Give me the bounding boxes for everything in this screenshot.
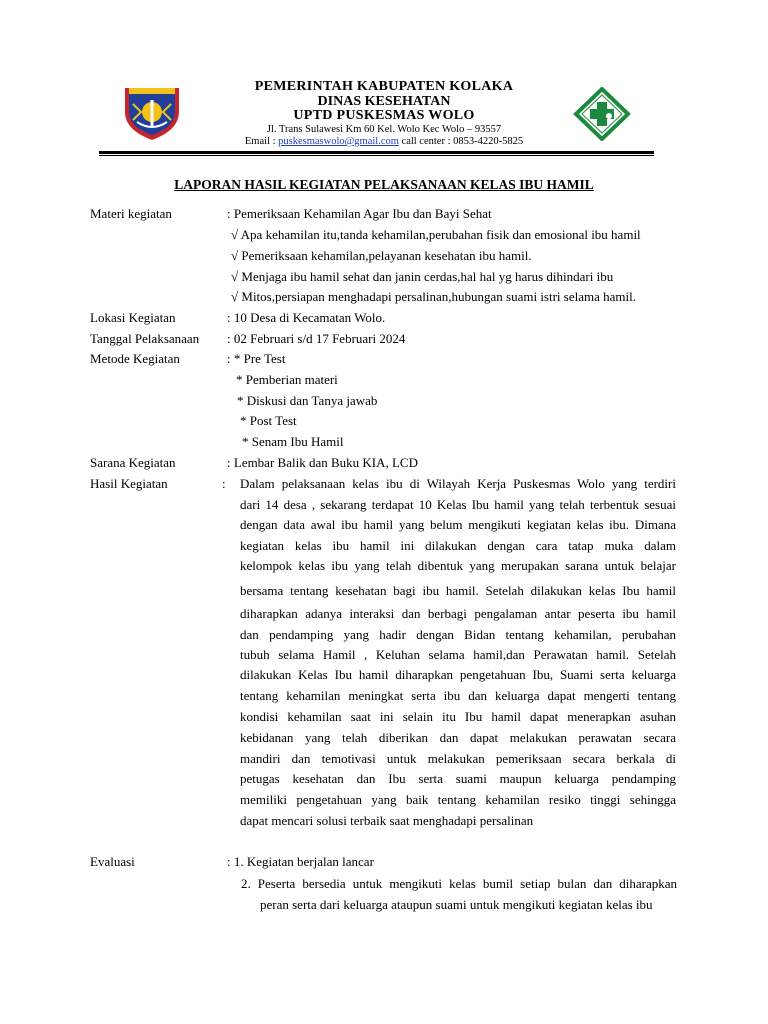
hasil-line: dengan data awal ibu hamil yang belum mengikuti kegiatan kelas ibu. Dimana bbox=[240, 517, 676, 532]
hasil-line: tubuh selama Hamil , Keluhan selama hamil,dan Perawatan hamil. Setelah bbox=[240, 647, 676, 662]
kolaka-regency-emblem bbox=[121, 82, 183, 142]
evaluasi-item-2-cont: peran serta dari keluarga ataupun suami untuk mengikuti kegiatan kelas ibu bbox=[260, 897, 653, 912]
materi-item: √ Mitos,persiapan menghadapi persalinan,hubungan suami istri selama hamil. bbox=[231, 289, 636, 304]
hasil-line: Dalam pelaksanaan kelas ibu di Wilayah Kerja Puskesmas Wolo yang terdiri bbox=[240, 476, 676, 491]
kolaka-emblem-icon bbox=[121, 82, 183, 142]
letterhead-divider-thick bbox=[99, 151, 654, 154]
report-title: LAPORAN HASIL KEGIATAN PELAKSANAAN KELAS IBU HAMIL bbox=[174, 177, 594, 192]
materi-item: √ Apa kehamilan itu,tanda kehamilan,perubahan fisik dan emosional ibu hamil bbox=[231, 227, 641, 242]
hasil-line: memiliki pengetahuan yang baik tentang kehamilan resiko tinggi sehingga bbox=[240, 792, 676, 807]
tanggal-label: Tanggal Pelaksanaan bbox=[90, 331, 200, 346]
sarana-value: : Lembar Balik dan Buku KIA, LCD bbox=[227, 455, 418, 470]
letterhead-government: PEMERINTAH KABUPATEN KOLAKA bbox=[254, 79, 514, 94]
hasil-line: kondisi kehamilan saat ini selain itu Ibu hamil dapat menerapkan asuhan bbox=[240, 709, 676, 724]
metode-item: * Diskusi dan Tanya jawab bbox=[237, 393, 378, 408]
metode-item: * Pemberian materi bbox=[236, 372, 338, 387]
metode-label: Metode Kegiatan bbox=[90, 351, 180, 366]
metode-item: * Post Test bbox=[240, 413, 297, 428]
hasil-label: Hasil Kegiatan bbox=[90, 476, 168, 491]
puskesmas-cross-icon bbox=[573, 87, 631, 141]
hasil-line: kegiatan kelas ibu hamil ini dilakukan dengan cara tatap muka dalam bbox=[240, 538, 676, 553]
email-label: Email : bbox=[244, 136, 279, 147]
letterhead-department: DINAS KESEHATAN bbox=[317, 94, 451, 109]
email-link[interactable]: puskesmaswolo@gmail.com bbox=[278, 136, 399, 147]
call-center: call center : 0853-4220-5825 bbox=[398, 136, 524, 147]
sarana-label: Sarana Kegiatan bbox=[90, 455, 176, 470]
hasil-line: kelompok kelas ibu yang telah dibentuk yang merupakan sarana untuk belajar bbox=[240, 558, 676, 573]
letterhead-address: Jl. Trans Sulawesi Km 60 Kel. Wolo Kec Wolo – 93557 bbox=[266, 124, 502, 135]
letterhead-divider-thin bbox=[99, 155, 654, 156]
hasil-colon: : bbox=[222, 476, 226, 491]
hasil-line: petugas kesehatan dan Ibu serta suami maupun keluarga pendamping bbox=[240, 771, 676, 786]
metode-item: : * Pre Test bbox=[227, 351, 286, 366]
evaluasi-item-2: 2. Peserta bersedia untuk mengikuti kelas bumil setiap bulan dan diharapkan bbox=[241, 876, 677, 891]
hasil-line: dilakukan Kelas Ibu hamil diharapkan pengetahuan Ibu, Suami serta keluarga bbox=[240, 667, 676, 682]
hasil-line: diharapkan adanya interaksi dan berbagi pengalaman antar peserta ibu hamil bbox=[240, 606, 676, 621]
hasil-line: bersama tentang kesehatan bagi ibu hamil. Setelah dilakukan kelas Ibu hamil bbox=[240, 583, 676, 598]
materi-item: √ Menjaga ibu hamil sehat dan janin cerdas,hal hal yg harus dihindari ibu bbox=[231, 269, 614, 284]
materi-value: : Pemeriksaan Kehamilan Agar Ibu dan Bayi Sehat bbox=[227, 206, 492, 221]
evaluasi-label: Evaluasi bbox=[90, 854, 135, 869]
materi-label: Materi kegiatan bbox=[90, 206, 172, 221]
letterhead-contact bbox=[200, 136, 568, 147]
lokasi-value: : 10 Desa di Kecamatan Wolo. bbox=[227, 310, 386, 325]
hasil-line: dan pendamping yang hadir dengan Bidan tentang kehamilan, perubahan bbox=[240, 627, 676, 642]
puskesmas-logo bbox=[573, 87, 631, 141]
letterhead-institution: UPTD PUSKESMAS WOLO bbox=[293, 108, 475, 123]
evaluasi-item-1: : 1. Kegiatan berjalan lancar bbox=[227, 854, 374, 869]
lokasi-label: Lokasi Kegiatan bbox=[90, 310, 176, 325]
materi-item: √ Pemeriksaan kehamilan,pelayanan kesehatan ibu hamil. bbox=[231, 248, 532, 263]
hasil-line: dapat mencari solusi terbaik saat menghadapi persalinan bbox=[240, 813, 534, 828]
hasil-line: mandiri dan temotivasi untuk melakukan pemeriksaan secara berkala di bbox=[240, 751, 676, 766]
tanggal-value: : 02 Februari s/d 17 Februari 2024 bbox=[227, 331, 406, 346]
hasil-line: kebidanan yang telah diberikan dan dapat melakukan perawatan secara bbox=[240, 730, 676, 745]
hasil-line: tentang kehamilan meningkat serta ibu dan keluarga dapat mengerti tentang bbox=[240, 688, 676, 703]
hasil-line: dari 14 desa , sekarang terdapat 10 Kelas Ibu hamil yang telah terbentuk sesuai bbox=[240, 497, 676, 512]
metode-item: * Senam Ibu Hamil bbox=[242, 434, 344, 449]
